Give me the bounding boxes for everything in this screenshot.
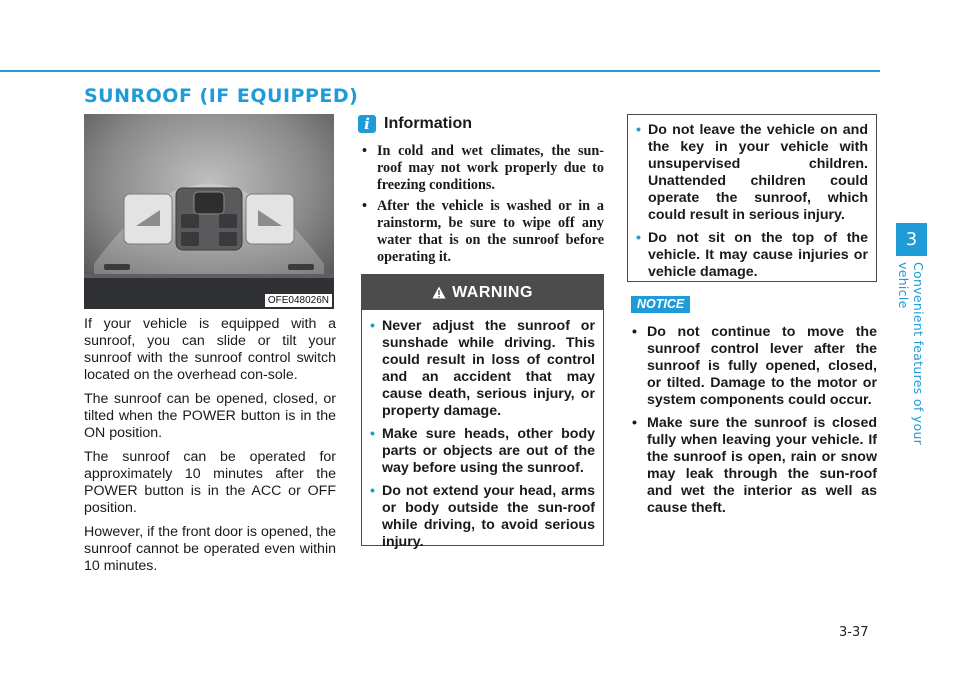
chapter-number-tab: 3 <box>896 223 927 256</box>
body-paragraph: The sunroof can be operated for approximately 10 minutes after the POWER button is in the ACC or OFF position. <box>84 449 336 516</box>
page-number: 3-37 <box>839 625 869 640</box>
warning-list <box>362 310 603 551</box>
body-paragraph: If your vehicle is equipped with a sunroof, you can slide or tilt your sunroof with the sunroof control switch located on the overhead con-sole. <box>84 316 336 383</box>
caution-list <box>628 115 876 281</box>
overhead-console-image <box>84 114 334 309</box>
warning-header <box>362 275 603 310</box>
chapter-title: Convenient features of your vehicle <box>896 262 926 446</box>
warning-item: • Never adjust the sunroof or sunshade while driving. This could result in loss of control and an accident that may cause death, serious injury, or property damage. <box>370 318 595 420</box>
section-title: SUNROOF (IF EQUIPPED) <box>84 85 359 107</box>
notice-item: • Make sure the sunroof is closed fully when leaving your vehicle. If the sunroof is open, rain or snow may leak through the sun-roof and wet the interior as well as cause theft. <box>627 415 877 517</box>
warning-box <box>361 274 604 550</box>
information-title: Information <box>384 115 472 132</box>
figure-code: OFE048026N <box>265 294 332 307</box>
overhead-console-photo <box>84 114 334 309</box>
warning-title: WARNING <box>452 283 533 301</box>
body-paragraph: However, if the front door is opened, the sunroof cannot be operated even within 10 minutes. <box>84 524 336 574</box>
caution-item: • Do not sit on the top of the vehicle. It may cause injuries or vehicle damage. <box>636 230 868 281</box>
warning-triangle-icon <box>432 286 446 299</box>
notice-badge: NOTICE <box>631 296 690 313</box>
caution-item: • Do not leave the vehicle on and the key in your vehicle with unsupervised children. Unattended children could operate the sunroof, which could result in serious injury. <box>636 122 868 224</box>
notice-item: • Do not continue to move the sunroof control lever after the sunroof is fully opened, closed, or tilted. Damage to the motor or system components could occur. <box>627 324 877 409</box>
information-item: • In cold and wet climates, the sun-roof may not work properly due to freezing conditions. <box>358 143 604 194</box>
information-heading <box>358 115 472 133</box>
body-text <box>84 316 336 582</box>
warning-item: • Do not extend your head, arms or body outside the sun-roof while driving, to avoid serious injury. <box>370 483 595 551</box>
information-item: • After the vehicle is washed or in a rainstorm, be sure to wipe off any water that is on the sunroof before operating it. <box>358 198 604 266</box>
warning-item: • Make sure heads, other body parts or objects are out of the way before using the sunroof. <box>370 426 595 477</box>
top-rule <box>0 70 880 72</box>
info-icon: i <box>358 115 376 133</box>
information-list <box>358 143 604 270</box>
caution-box <box>627 114 877 282</box>
notice-list <box>627 324 877 523</box>
body-paragraph: The sunroof can be opened, closed, or tilted when the POWER button is in the ON position. <box>84 391 336 441</box>
